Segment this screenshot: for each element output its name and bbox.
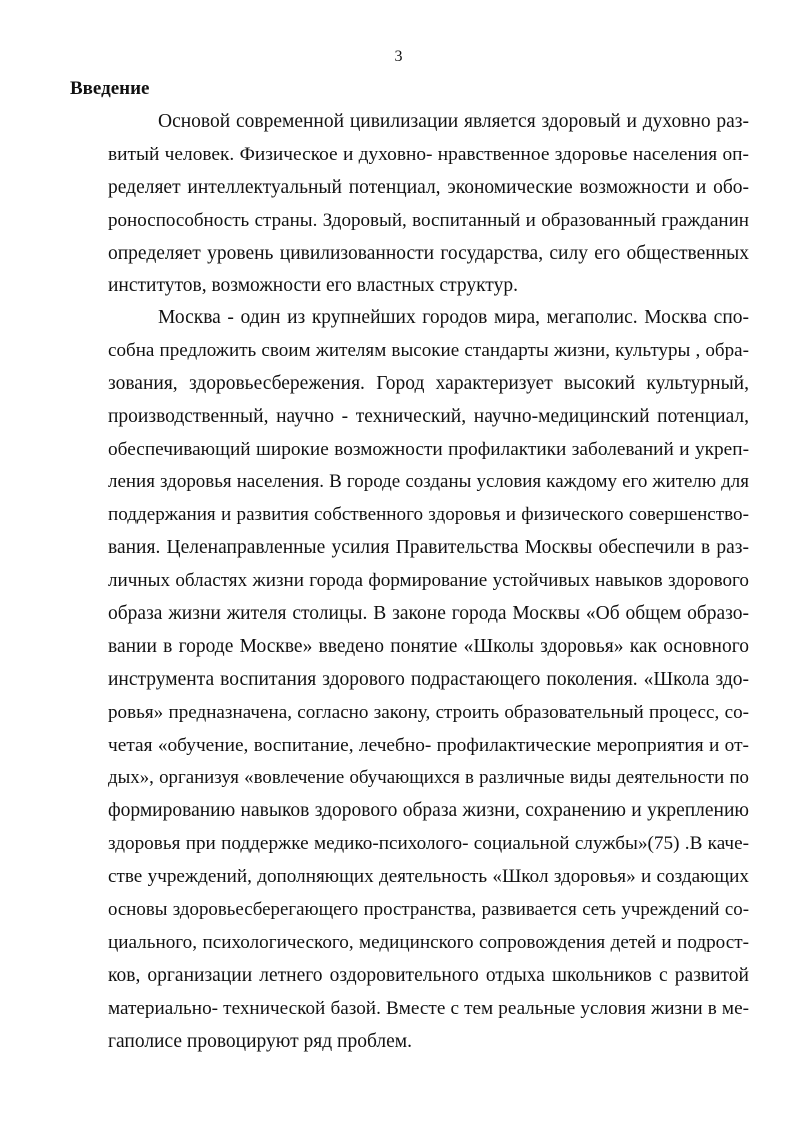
paragraph-line: вания. Целенаправленные усилия Правительства Москвы обеспечили в раз-: [108, 537, 749, 559]
paragraph-line: формированию навыков здорового образа жизни, сохранению и укреплению: [108, 800, 749, 822]
paragraph-line: материально- технической базой. Вместе с тем реальные условия жизни в ме-: [108, 997, 749, 1019]
paragraph-2: [108, 302, 749, 1058]
paragraph-line: производственный, научно - технический, научно-медицинский потенциал,: [108, 405, 749, 427]
page-number: 3: [394, 48, 403, 65]
paragraph-line: витый человек. Физическое и духовно- нравственное здоровье населения оп-: [108, 143, 749, 165]
paragraph-line: определяет уровень цивилизованности государства, силу его общественных: [108, 242, 749, 264]
paragraph-line: четая «обучение, воспитание, лечебно- профилактические мероприятия и от-: [108, 734, 749, 756]
paragraph-line: поддержания и развития собственного здоровья и физического совершенство-: [108, 504, 749, 526]
paragraph-line: ков, организации летнего оздоровительного отдыха школьников с развитой: [108, 964, 749, 986]
paragraph-line: здоровья при поддержке медико-психолого- социальной службы»(75) .В каче-: [108, 833, 749, 855]
paragraph-line: обеспечивающий широкие возможности профилактики заболеваний и укреп-: [108, 438, 749, 460]
paragraph-line: ределяет интеллектуальный потенциал, экономические возможности и обо-: [108, 176, 749, 198]
paragraph-line: институтов, возможности его властных структур.: [108, 275, 518, 297]
paragraph-line: Основой современной цивилизации является здоровый и духовно раз-: [158, 111, 749, 132]
paragraph-line: роноспособность страны. Здоровый, воспитанный и образованный гражданин: [108, 209, 749, 231]
paragraph-line: вании в городе Москве» введено понятие «Школы здоровья» как основного: [108, 635, 749, 657]
paragraph-line: образа жизни жителя столицы. В законе города Москвы «Об общем образо-: [108, 603, 749, 625]
paragraph-line: инструмента воспитания здорового подрастающего поколения. «Школа здо-: [108, 668, 749, 690]
paragraph-line: личных областях жизни города формирование устойчивых навыков здорового: [108, 570, 749, 592]
paragraph-line: основы здоровьесберегающего пространства, развивается сеть учреждений со-: [108, 899, 749, 921]
section-heading: Введение: [70, 78, 150, 99]
paragraph-line: зования, здоровьесбережения. Город характеризует высокий культурный,: [108, 372, 749, 394]
paragraph-line: собна предложить своим жителям высокие стандарты жизни, культуры , обра-: [108, 339, 749, 361]
paragraph-line: Москва - один из крупнейших городов мира, мегаполис. Москва спо-: [158, 307, 749, 328]
paragraph-line: стве учреждений, дополняющих деятельность «Школ здоровья» и создающих: [108, 866, 749, 888]
paragraph-line: гаполисе провоцируют ряд проблем.: [108, 1030, 412, 1052]
paragraph-line: циального, психологического, медицинского сопровождения детей и подрост-: [108, 931, 749, 953]
paragraph-1: [108, 106, 749, 303]
paragraph-line: ления здоровья населения. В городе созданы условия каждому его жителю для: [108, 471, 749, 493]
paragraph-line: ровья» предназначена, согласно закону, строить образовательный процесс, со-: [108, 701, 749, 723]
paragraph-line: дых», организуя «вовлечение обучающихся в различные виды деятельности по: [108, 767, 749, 789]
